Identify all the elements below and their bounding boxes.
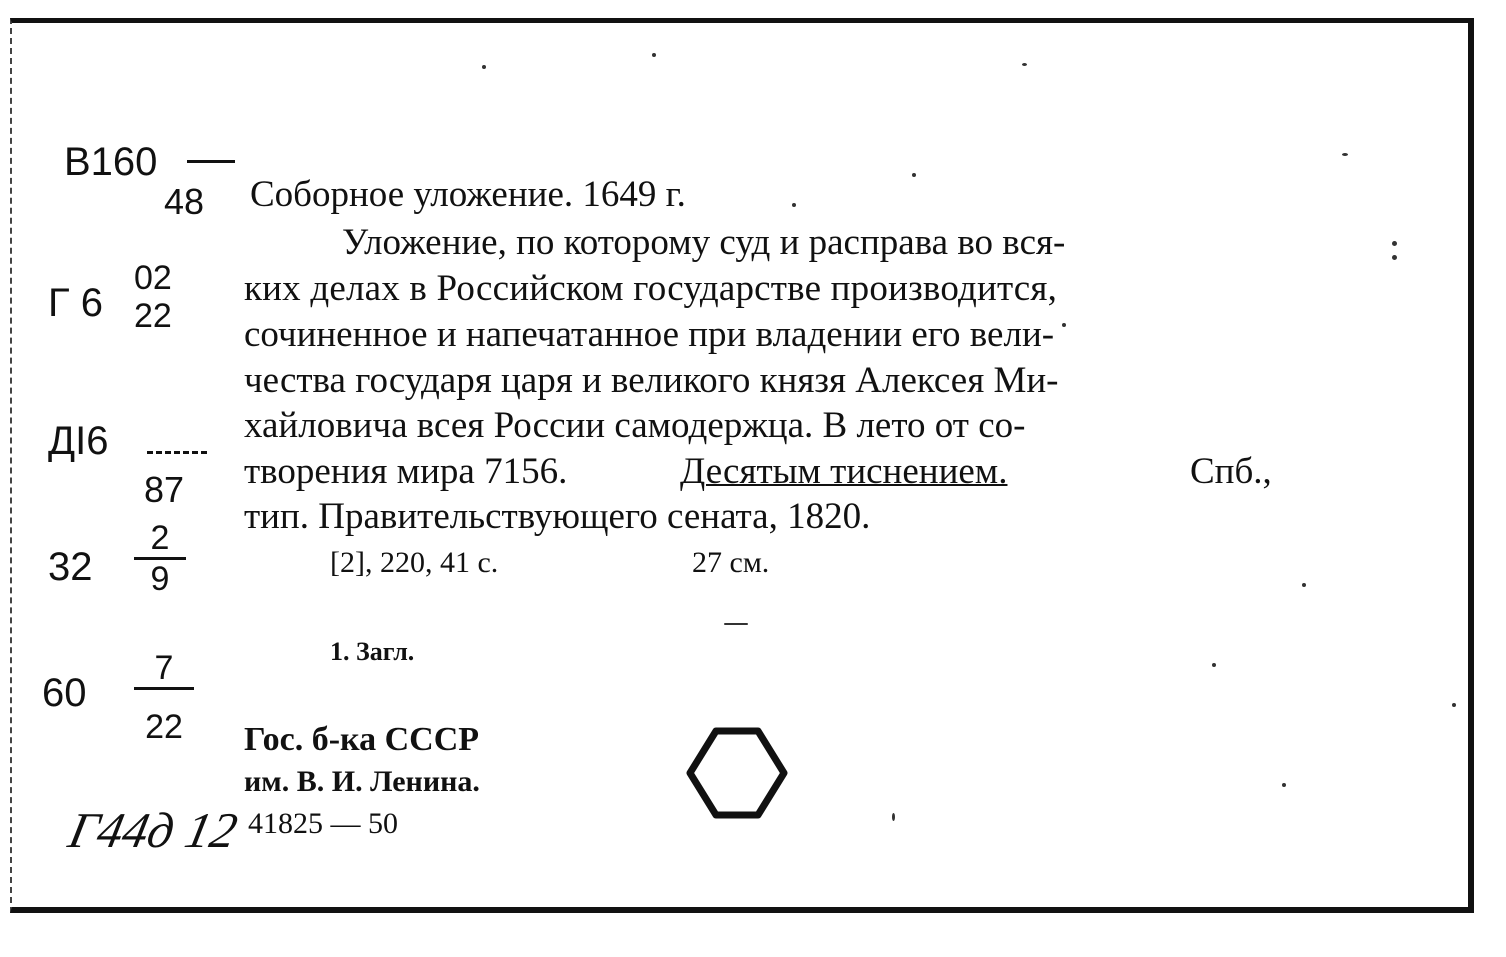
description-line-6: творения мира 7156. xyxy=(244,451,568,492)
shelfmark-3-bar xyxy=(147,451,207,454)
shelfmark-4-prefix: 32 xyxy=(48,545,93,589)
speck xyxy=(652,53,656,57)
speck xyxy=(724,623,748,625)
punch-hole-icon xyxy=(682,723,792,823)
shelfmark-2-denominator: 22 xyxy=(134,297,172,335)
heading: Соборное уложение. 1649 г. xyxy=(250,174,686,215)
speck xyxy=(1212,663,1216,667)
edition-statement: Десятым тиснением. xyxy=(680,451,1008,492)
speck xyxy=(1342,153,1348,156)
description-line-3: сочиненное и напечатанное при владении его вели- xyxy=(244,314,1055,355)
speck xyxy=(1282,783,1286,787)
speck xyxy=(1062,323,1066,327)
speck xyxy=(482,65,486,69)
speck xyxy=(912,173,916,177)
imprint-publisher: тип. Правительствующего сената, 1820. xyxy=(244,496,871,537)
speck xyxy=(1392,255,1397,260)
shelfmark-4-denominator: 9 xyxy=(150,560,170,598)
shelfmark-2-prefix: Г 6 xyxy=(48,281,104,325)
shelfmark-3-prefix: ДI6 xyxy=(48,419,109,463)
speck xyxy=(792,203,796,207)
collation: [2], 220, 41 с. xyxy=(330,546,499,579)
shelfmark-5-denominator: 22 xyxy=(145,708,183,746)
imprint-place: Спб., xyxy=(1190,451,1272,492)
catalog-card xyxy=(10,18,1474,913)
shelfmark-5-fraction xyxy=(134,649,194,746)
shelfmark-5-numerator: 7 xyxy=(154,649,174,687)
shelfmark-4-numerator: 2 xyxy=(150,519,170,557)
shelfmark-1-bar xyxy=(187,160,235,163)
description-line-4: чества государя царя и великого князя Алексея Ми- xyxy=(244,360,1059,401)
speck xyxy=(1392,241,1397,246)
speck xyxy=(1022,63,1027,66)
shelfmark-5-bar xyxy=(134,687,194,690)
description-line-1: Уложение, по которому суд и расправа во вся- xyxy=(342,222,1066,263)
shelfmark-1-denominator: 48 xyxy=(164,181,205,222)
shelfmark-4-fraction xyxy=(134,519,186,598)
shelfmark-3-denominator: 87 xyxy=(144,469,185,510)
description-line-5: хайловича всея России самодержца. В лето от со- xyxy=(244,405,1026,446)
library-number: 41825 — 50 xyxy=(248,807,398,840)
shelfmark-5-prefix: 60 xyxy=(42,671,87,715)
size: 27 см. xyxy=(692,546,770,579)
handwritten-number: Г44д 12 xyxy=(64,802,243,858)
shelfmark-1-prefix: B160 xyxy=(64,140,158,184)
speck xyxy=(1302,583,1306,587)
speck xyxy=(892,813,895,821)
library-line-1: Гос. б-ка СССР xyxy=(244,721,480,758)
library-line-2: им. В. И. Ленина. xyxy=(244,765,480,798)
shelfmark-2-numerator: 02 xyxy=(134,259,172,297)
copy-note: 1. Загл. xyxy=(330,637,415,666)
shelfmark-2-fraction xyxy=(134,259,172,335)
speck xyxy=(1452,703,1456,707)
description-line-2: ких делах в Российском государстве производится, xyxy=(244,268,1058,309)
